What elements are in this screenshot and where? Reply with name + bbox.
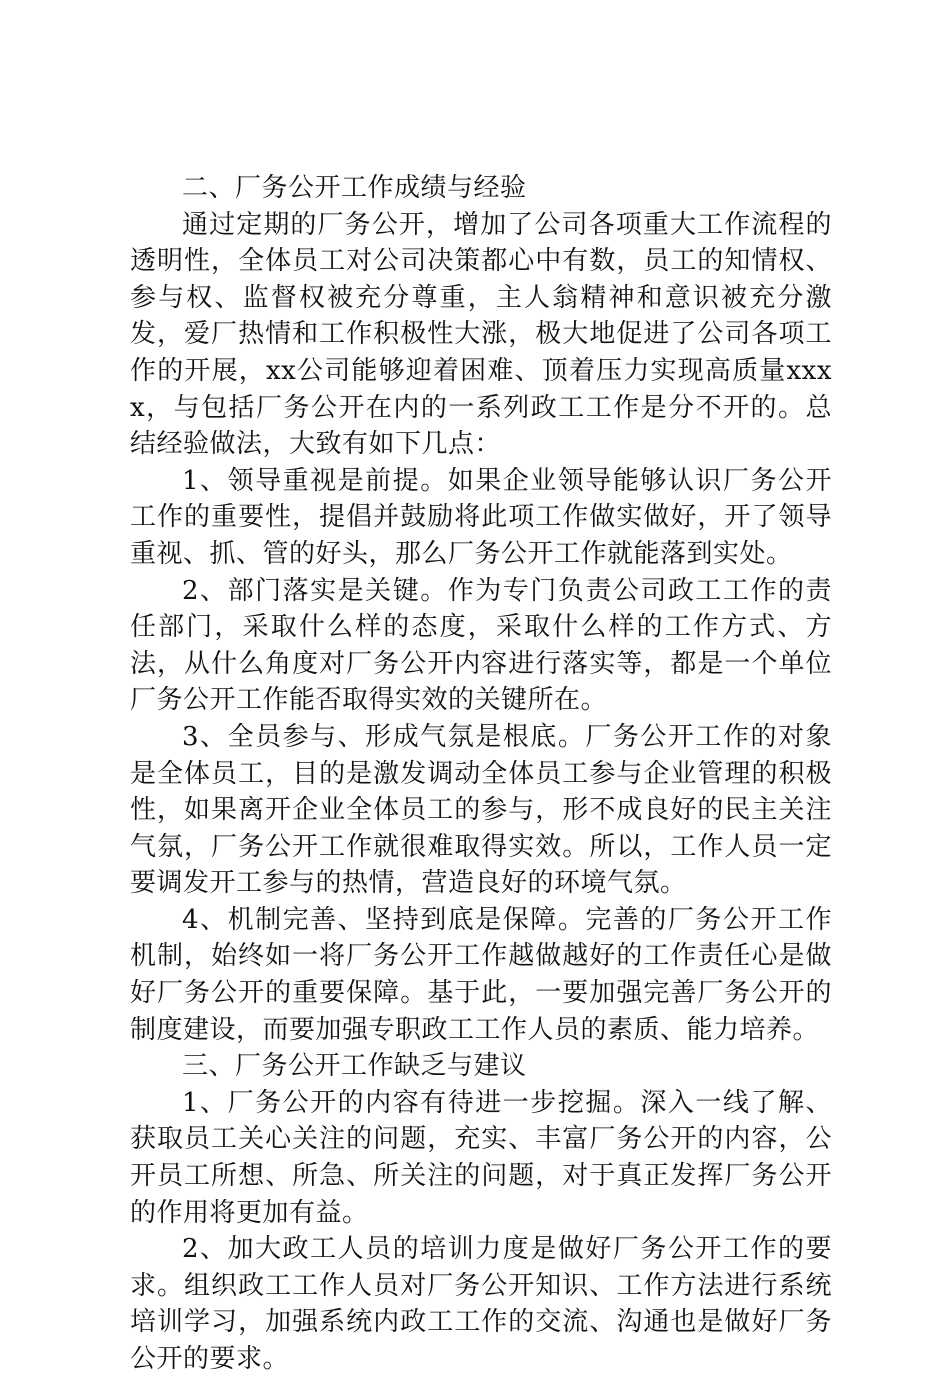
paragraph-point-1: 1、领导重视是前提。如果企业领导能够认识厂务公开工作的重要性，提倡并鼓励将此项工作做实做好，开了领导重视、抓、管的好头，那么厂务公开工作就能落到实处。 xyxy=(130,465,832,569)
paragraph-suggestion-1: 1、厂务公开的内容有待进一步挖掘。深入一线了解、获取员工关心关注的问题，充实、丰富厂务公开的内容，公开员工所想、所急、所关注的问题，对于真正发挥厂务公开的作用将更加有益。 xyxy=(130,1087,832,1228)
paragraph-suggestion-2: 2、加大政工人员的培训力度是做好厂务公开工作的要求。组织政工工作人员对厂务公开知识、工作方法进行系统培训学习，加强系统内政工工作的交流、沟通也是做好厂务公开的要求。 xyxy=(130,1234,832,1374)
paragraph-point-3: 3、全员参与、形成气氛是根底。厂务公开工作的对象是全体员工，目的是激发调动全体员工参与企业管理的积极性，如果离开企业全体员工的参与，形不成良好的民主关注气氛，厂务公开工作就很难取得实效。所以，工作人员一定要调发开工参与的热情，营造良好的环境气氛。 xyxy=(130,721,832,899)
document-body xyxy=(130,170,832,1378)
paragraph-intro: 通过定期的厂务公开，增加了公司各项重大工作流程的透明性，全体员工对公司决策都心中有数，员工的知情权、参与权、监督权被充分尊重，主人翁精神和意识被充分激发，爱厂热情和工作积极性大涨，极大地促进了公司各项工作的开展，xx公司能够迎着困难、顶着压力实现高质量xxxx，与包括厂务公开在内的一系列政工工作是分不开的。总结经验做法，大致有如下几点： xyxy=(130,209,832,460)
paragraph-point-4: 4、机制完善、坚持到底是保障。完善的厂务公开工作机制，始终如一将厂务公开工作越做越好的工作责任心是做好厂务公开的重要保障。基于此，一要加强完善厂务公开的制度建设，而要加强专职政工工作人员的素质、能力培养。 xyxy=(130,904,832,1045)
paragraph-point-2: 2、部门落实是关键。作为专门负责公司政工工作的责任部门，采取什么样的态度，采取什么样的工作方式、方法，从什么角度对厂务公开内容进行落实等，都是一个单位厂务公开工作能否取得实效的关键所在。 xyxy=(130,575,832,716)
section-heading-achievements: 二、厂务公开工作成绩与经验 xyxy=(182,173,527,203)
section-heading-suggestions: 三、厂务公开工作缺乏与建议 xyxy=(182,1051,527,1082)
